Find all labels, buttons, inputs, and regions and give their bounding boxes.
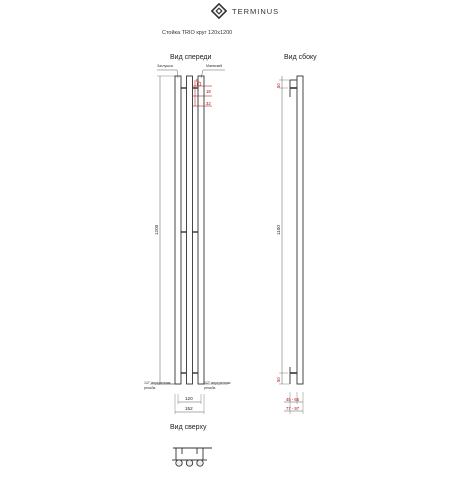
front-dim-height: 1200	[154, 224, 159, 235]
side-dim-depth-1: 45 - 65	[286, 397, 300, 402]
front-air-vent-label: Маевский	[206, 64, 223, 68]
front-dim-8: 8	[196, 78, 199, 83]
side-dim-top-small: 50	[276, 83, 281, 88]
front-dim-18: 18	[206, 89, 211, 94]
side-view-drawing	[279, 76, 303, 414]
top-tube-left	[176, 460, 182, 466]
top-view-drawing	[172, 448, 212, 466]
front-dim-width-120: 120	[185, 396, 193, 401]
side-dim-height: 1100	[276, 225, 281, 235]
front-tube-middle	[187, 76, 193, 384]
front-brackets	[181, 88, 198, 373]
front-dim-width-152: 152	[185, 406, 193, 411]
top-view-title: Вид сверху	[170, 424, 207, 431]
side-dim-depth-2: 77 - 97	[286, 406, 300, 411]
front-tube-left	[175, 76, 181, 384]
side-view-title: Вид сбоку	[284, 54, 317, 61]
front-view-drawing	[150, 70, 228, 414]
front-thread-left-label: 1/2" внутренняя резьба	[144, 381, 171, 390]
front-plug-label: Заглушка	[157, 64, 173, 68]
front-view-title: Вид спереди	[170, 54, 212, 61]
front-tube-right	[198, 76, 204, 384]
top-tube-middle	[186, 460, 192, 466]
side-dim-bottom-small: 50	[276, 377, 281, 382]
product-subtitle: Стойка TRIO круг 120x1200	[162, 30, 233, 36]
brand-name: TERMINUS	[232, 7, 280, 16]
front-thread-right-label: 1/2" внутренняя резьба	[204, 381, 231, 390]
top-tube-right	[197, 460, 203, 466]
front-dim-32: 32	[206, 101, 211, 106]
side-tube	[297, 76, 303, 384]
